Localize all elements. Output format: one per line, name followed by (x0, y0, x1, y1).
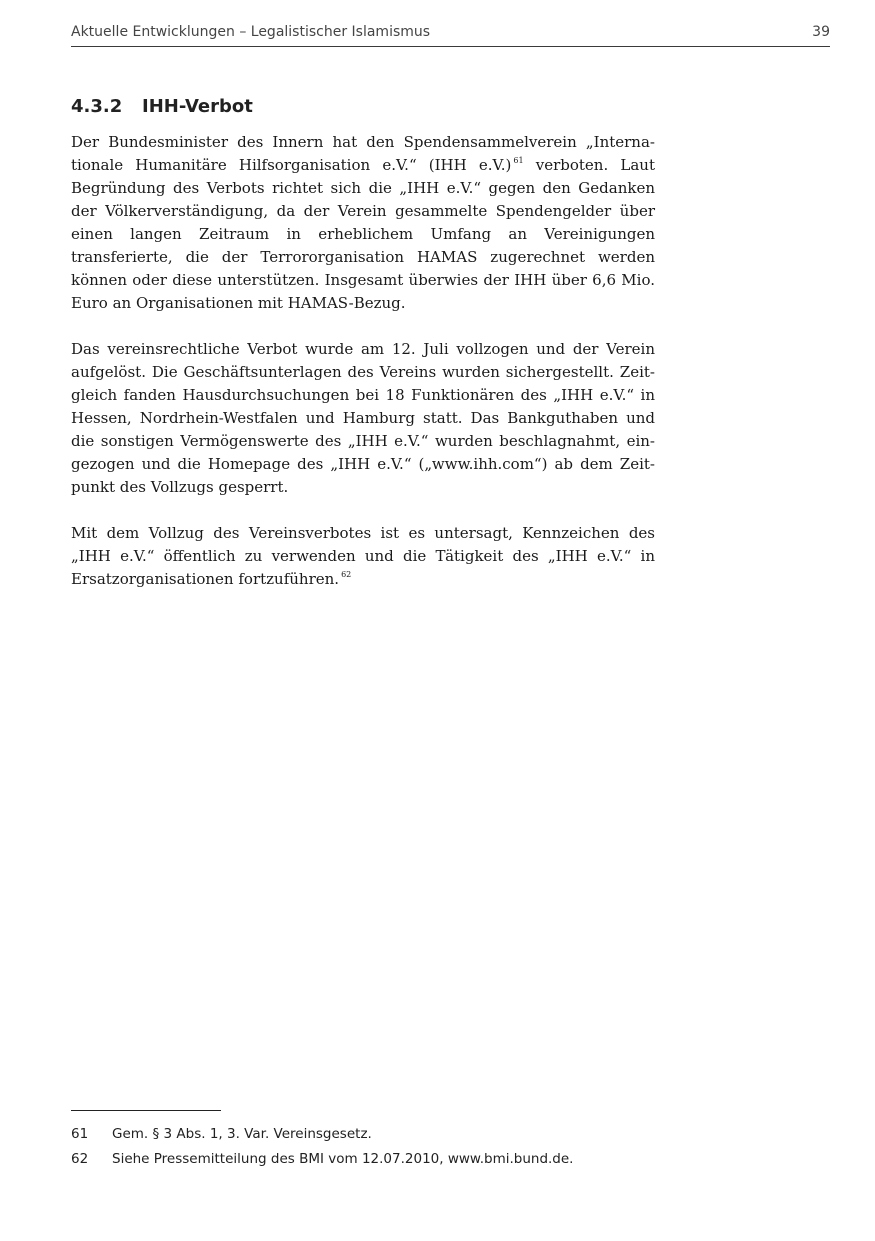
footnote-reference: 62 (341, 570, 352, 579)
footnote (71, 1151, 771, 1176)
footnote-text: Siehe Pressemitteilung des BMI vom 12.07.2010, www.bmi.bund.de. (112, 1151, 574, 1167)
section-number: 4.3.2 (71, 96, 123, 117)
paragraph-enforcement (71, 338, 655, 499)
footnotes (71, 1126, 771, 1176)
paragraph-prohibition (71, 522, 655, 591)
paragraph-text: Der Bundesminister des Innern hat den Spendensammelverein „Internationale Humanitäre Hilfsorganisation e.V.“ (IHH e.V.) (71, 133, 655, 174)
paragraph-text: verboten. Laut Begründung des Verbots richtet sich die „IHH e.V.“ gegen den Gedanken der Völkerverständigung, da der Verein gesammelte Spendengelder über einen langen Zeitraum in erheblichem Umfang an Vereinigungen transferierte, die der Terrororganisation HAMAS zugerechnet werden können oder diese unterstützen. Insgesamt überwies der IHH über 6,6 Mio. Euro an Organisationen mit HAMAS-Bezug. (71, 156, 655, 312)
footnote-separator (71, 1110, 221, 1111)
paragraph-text: Mit dem Vollzug des Vereinsverbotes ist es untersagt, Kennzeichen des „IHH e.V.“ öffentlich zu verwenden und die Tätigkeit des „IHH e.V.“ in Ersatzorganisationen fortzuführen. (71, 524, 655, 588)
section-heading (71, 96, 253, 117)
running-header-title: Aktuelle Entwicklungen – Legalistischer Islamismus (71, 24, 431, 40)
footnote-reference: 61 (513, 156, 524, 165)
footnote-number: 62 (71, 1151, 89, 1167)
paragraph-text: Das vereinsrechtliche Verbot wurde am 12. Juli vollzogen und der Verein aufgelöst. Die Geschäftsunterlagen des Vereins wurden sichergestellt. Zeitgleich fanden Hausdurchsuchungen bei 18 Funktionären des „IHH e.V.“ in Hessen, Nordrhein-Westfalen und Hamburg statt. Das Bankguthaben und die sonstigen Vermögenswerte des „IHH e.V.“ wurden beschlagnahmt, eingezogen und die Homepage des „IHH e.V.“ („www.ihh.com“) ab dem Zeitpunkt des Vollzugs gesperrt. (71, 340, 655, 496)
footnote-number: 61 (71, 1126, 89, 1142)
running-header (71, 22, 830, 47)
page-number: 39 (812, 24, 830, 40)
footnote-text: Gem. § 3 Abs. 1, 3. Var. Vereinsgesetz. (112, 1126, 372, 1142)
footnote (71, 1126, 771, 1151)
body-text (71, 131, 655, 614)
section-title: IHH-Verbot (142, 96, 253, 117)
paragraph-ihh-ban (71, 131, 655, 315)
